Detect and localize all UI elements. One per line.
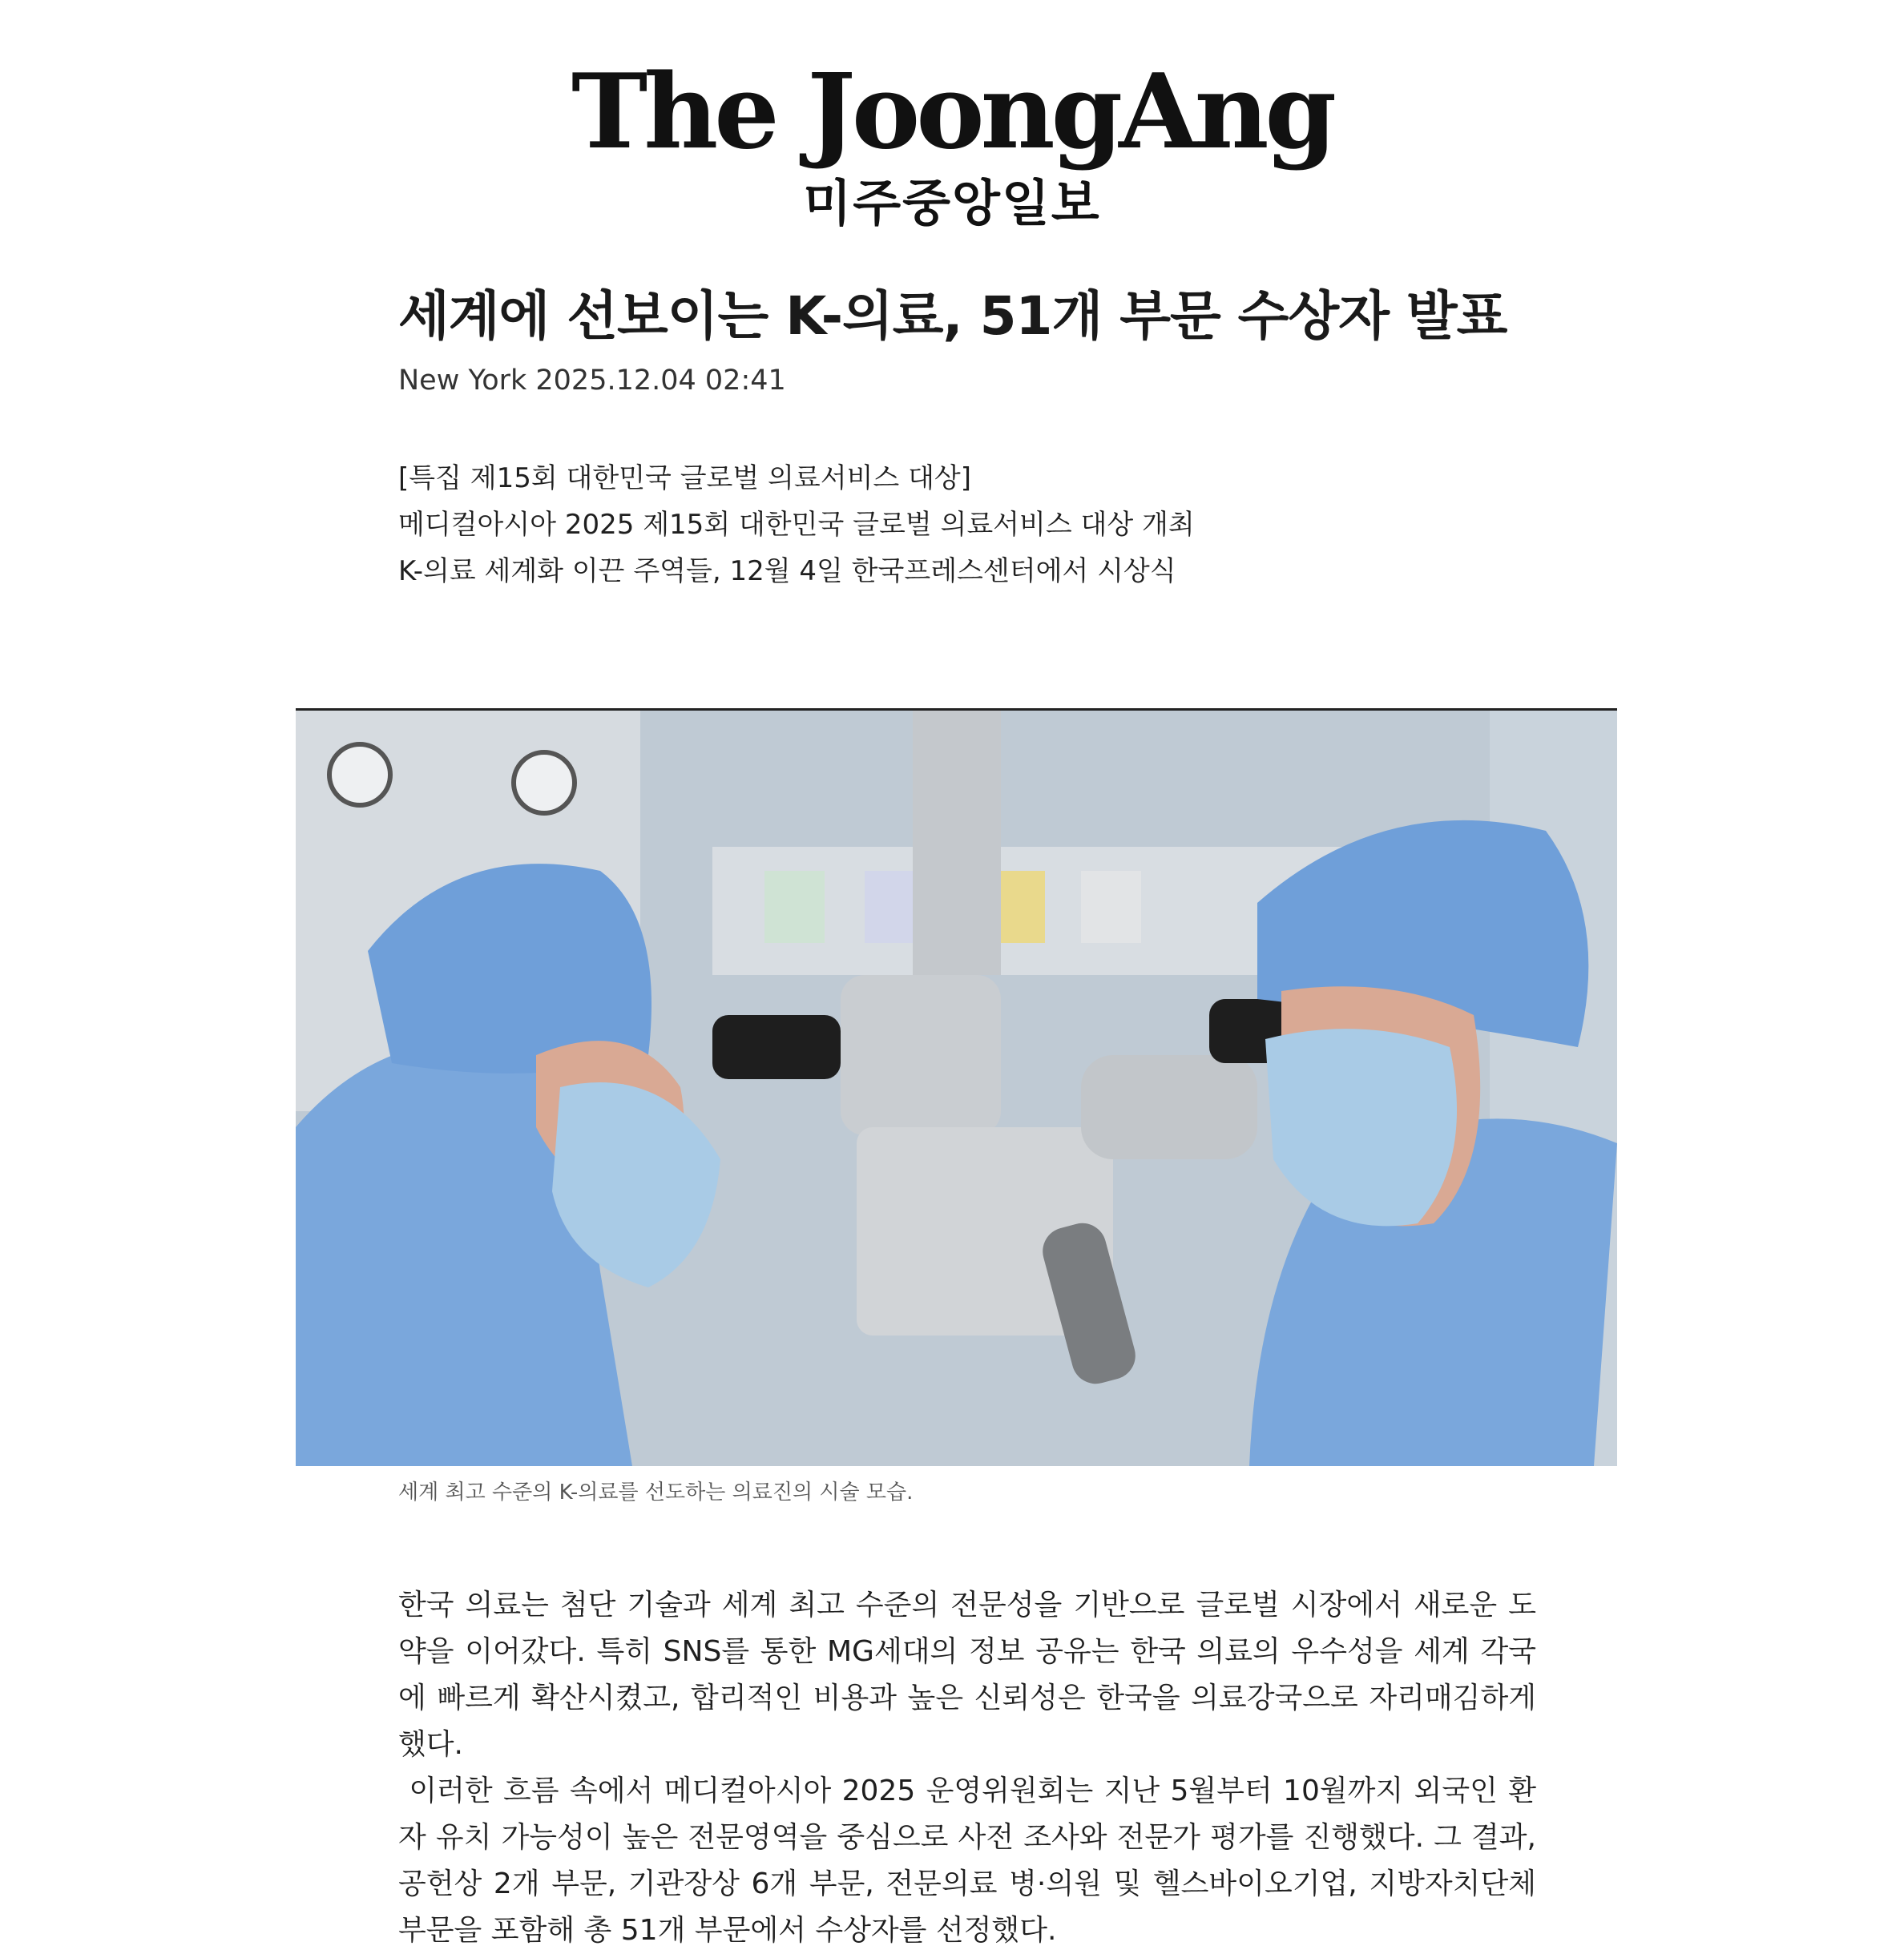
article-dateline: New York 2025.12.04 02:41 xyxy=(398,365,786,397)
logo-korean[interactable]: 미주중앙일보 xyxy=(803,174,1101,232)
surgeons-microscope-illustration xyxy=(296,711,1617,1466)
article-subheads xyxy=(398,455,1536,594)
body-paragraph: 이러한 흐름 속에서 메디컬아시아 2025 운영위원회는 지난 5월부터 10월까지 외국인 환자 유치 가능성이 높은 전문영역을 중심으로 사전 조사와 전문가 평가를 진행했다. 그 결과, 공헌상 2개 부문, 기관장상 6개 부문, 전문의료 병·의원 및 헬스바이오기업, 지방자치단체 부문을 포함해 총 51개 부문에서 수상자를 선정했다. xyxy=(398,1775,1546,1947)
article-headline: 세계에 선보이는 K-의료, 51개 부문 수상자 발표 xyxy=(398,285,1507,347)
photo-caption: 세계 최고 수준의 K-의료를 선도하는 의료진의 시술 모습. xyxy=(398,1481,914,1505)
subhead-line: [특집 제15회 대한민국 글로벌 의료서비스 대상] xyxy=(398,462,972,494)
body-paragraph: 한국 의료는 첨단 기술과 세계 최고 수준의 전문성을 기반으로 글로벌 시장에서 새로운 도약을 이어갔다. 특히 SNS를 통한 MG세대의 정보 공유는 한국 의료의 우수성을 세계 각국에 빠르게 확산시켰고, 합리적인 비용과 높은 신뢰성은 한국을 의료강국으로 자리매김하게 했다. xyxy=(398,1589,1536,1761)
article-header xyxy=(398,280,1536,594)
article-body xyxy=(398,1582,1546,1954)
subhead-line: 메디컬아시아 2025 제15회 대한민국 글로벌 의료서비스 대상 개최 xyxy=(398,509,1195,541)
logo-english[interactable]: The JoongAng xyxy=(571,52,1333,172)
subhead-line: K-의료 세계화 이끈 주역들, 12월 4일 한국프레스센터에서 시상식 xyxy=(398,555,1176,587)
article-photo[interactable] xyxy=(296,708,1617,1466)
masthead xyxy=(0,52,1904,234)
